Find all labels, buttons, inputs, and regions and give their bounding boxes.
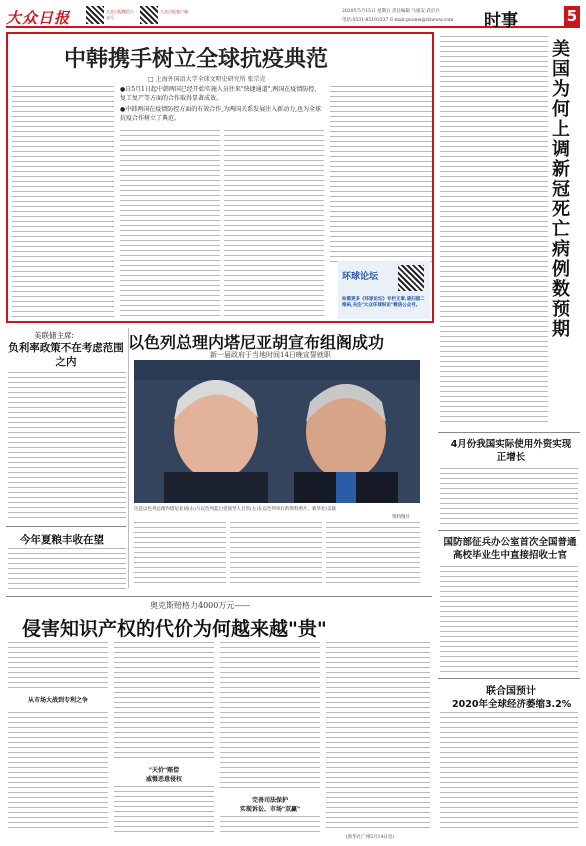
ip-subhead: 完善司法保护 实现诉讼、市场"双赢" bbox=[239, 797, 301, 813]
body-text-column bbox=[114, 786, 214, 832]
body-text-column bbox=[8, 642, 108, 692]
body-text-column bbox=[220, 642, 320, 792]
portrait-photo-illustration bbox=[134, 360, 420, 503]
body-text-column bbox=[440, 566, 578, 674]
column-divider bbox=[128, 328, 129, 588]
lead-paragraph: ●中韩两国在疫情防控方面的有效合作,为两国关系发展注入新动力,也为全球抗疫合作树立了典范。 bbox=[120, 106, 322, 122]
divider bbox=[438, 678, 580, 679]
body-text-column bbox=[440, 468, 578, 526]
body-text-column bbox=[114, 642, 214, 762]
body-text-column bbox=[134, 522, 226, 586]
divider bbox=[438, 432, 580, 433]
divider bbox=[438, 530, 580, 531]
body-text-column bbox=[326, 642, 430, 828]
body-text-column bbox=[330, 86, 432, 262]
body-text-column bbox=[230, 522, 322, 586]
photo-caption: 这是以色列总理内塔尼亚胡(右)与以色列蓝白党领导人甘茨(左)在以色列举行的资料照片。新华社/美联 bbox=[134, 507, 337, 512]
forum-badge bbox=[338, 261, 430, 319]
body-text-column bbox=[8, 548, 126, 590]
story-headline: 4月份我国实际使用外资实现正增长 bbox=[450, 439, 572, 463]
body-text-column bbox=[8, 372, 126, 522]
story-headline: 负利率政策不在考虑范围之内 bbox=[8, 342, 124, 368]
section-title: 时事 bbox=[484, 11, 518, 31]
israel-subtitle: 新一届政府于当地时间14日晚宣誓就职 bbox=[210, 351, 331, 359]
masthead bbox=[6, 4, 580, 31]
divider bbox=[6, 526, 126, 527]
story-kicker: 美联储主席: bbox=[34, 331, 75, 340]
issue-info: 2020年5月15日 星期五 责任编辑 马康安 武京兵 电话:0531-85193337 E-mail:guonei@dzwww.com bbox=[342, 9, 454, 23]
news-photo bbox=[134, 360, 420, 503]
qr-code-icon bbox=[86, 6, 104, 24]
ip-subhead: 从市场大战到专利之争 bbox=[27, 697, 88, 704]
body-text-column bbox=[224, 130, 324, 320]
story-headline: 联合国预计 bbox=[486, 686, 536, 697]
ip-headline: 侵害知识产权的代价为何越来越"贵" bbox=[22, 618, 327, 640]
body-text-column bbox=[8, 712, 108, 832]
page-number: 5 bbox=[564, 6, 580, 26]
body-text-column bbox=[440, 36, 548, 426]
forum-badge-title: 环球论坛 bbox=[342, 272, 379, 282]
story-headline: 国防部征兵办公室首次全国普通高校毕业生中直接招收士官 bbox=[443, 537, 577, 561]
ip-subhead: "天价"赔偿 威慑恶意侵权 bbox=[145, 767, 182, 783]
story-headline: 今年夏粮丰收在望 bbox=[20, 534, 104, 546]
feature-title: 中韩携手树立全球抗疫典范 bbox=[64, 47, 329, 72]
divider bbox=[6, 596, 432, 597]
body-text-column bbox=[120, 130, 220, 320]
qr-code-icon bbox=[140, 6, 158, 24]
israel-headline: 以色列总理内塔尼亚胡宣布组阁成功 bbox=[128, 333, 385, 352]
right-story-title: 美国为何上调新冠死亡病例数预期 bbox=[552, 39, 570, 340]
qr-caption: 大众日报客户端 bbox=[160, 9, 188, 14]
story-subheadline: 2020年全球经济萎缩3.2% bbox=[452, 699, 572, 710]
lead-paragraph: ●自5月1日起中韩两国已经开始实施人员往来"快捷通道",两国在疫情防控、复工复产等方面的合作取得显著成效。 bbox=[120, 86, 321, 102]
newspaper-logo: 大众日报 bbox=[6, 9, 71, 27]
body-text-column bbox=[220, 816, 320, 832]
dateline: (新华社广州5月14日电) bbox=[346, 835, 395, 840]
body-text-column bbox=[12, 86, 114, 320]
body-text-column bbox=[326, 522, 420, 586]
qr-code-icon bbox=[398, 265, 424, 291]
body-text-column bbox=[440, 712, 578, 832]
photo-credit: 资料图片 bbox=[392, 515, 410, 520]
feature-author: □ 上海外国语大学全球文明史研究所 张宗克 bbox=[148, 76, 266, 83]
qr-caption: 大众日报微信公众号 bbox=[106, 9, 134, 20]
ip-kicker: 奥克斯赔格力4000万元—— bbox=[150, 601, 251, 610]
forum-badge-caption: 如需更多《环球论坛》专栏文章,请扫描二维码,关注"大众环球纵论"微信公众号。 bbox=[342, 297, 425, 308]
